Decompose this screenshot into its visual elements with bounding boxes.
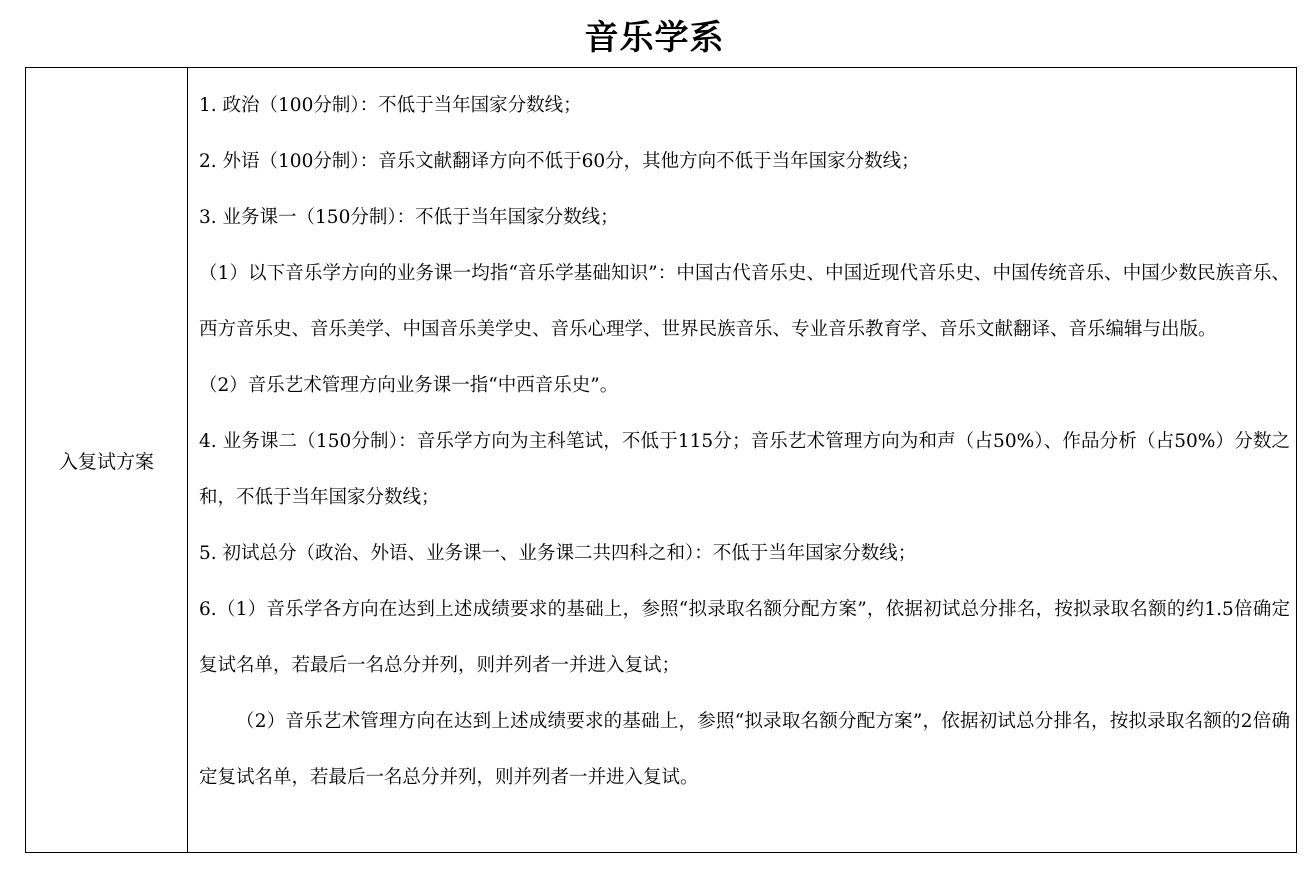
row-label: 入复试方案 [26,68,188,853]
rule-course-one: 3. 业务课一（150分制）：不低于当年国家分数线； [199,207,619,228]
rule-total-score: 5. 初试总分（政治、外语、业务课一、业务课二共四科之和）：不低于当年国家分数线； [199,543,917,564]
table-row [26,68,1297,853]
page-title: 音乐学系 [584,18,725,58]
rule-foreign-language: 2. 外语（100分制）：音乐文献翻译方向不低于60分，其他方向不低于当年国家分数线； [199,151,920,172]
admission-table [25,67,1297,853]
content-body [188,68,1296,806]
rule-course-one-management: （2）音乐艺术管理方向业务课一指“中西音乐史”。 [199,375,619,396]
row-content [188,68,1297,853]
rule-retest-musicology: 6.（1）音乐学各方向在达到上述成绩要求的基础上，参照“拟录取名额分配方案”，依据初试总分排名，按拟录取名额的约1.5倍确定复试名单，若最后一名总分并列，则并列者一并进入复试； [199,599,1290,676]
rule-politics: 1. 政治（100分制）：不低于当年国家分数线； [199,95,582,116]
rule-course-one-musicology: （1）以下音乐学方向的业务课一均指“音乐学基础知识”：中国古代音乐史、中国近现代音乐史、中国传统音乐、中国少数民族音乐、西方音乐史、音乐美学、中国音乐美学史、音乐心理学、世界民族音乐、专业音乐教育学、音乐文献翻译、音乐编辑与出版。 [199,263,1290,340]
rule-retest-management: （2）音乐艺术管理方向在达到上述成绩要求的基础上，参照“拟录取名额分配方案”，依据初试总分排名，按拟录取名额的2倍确定复试名单，若最后一名总分并列，则并列者一并进入复试。 [199,711,1290,788]
rule-course-two: 4. 业务课二（150分制）：音乐学方向为主科笔试，不低于115分；音乐艺术管理方向为和声（占50%）、作品分析（占50%）分数之和，不低于当年国家分数线； [199,431,1290,508]
